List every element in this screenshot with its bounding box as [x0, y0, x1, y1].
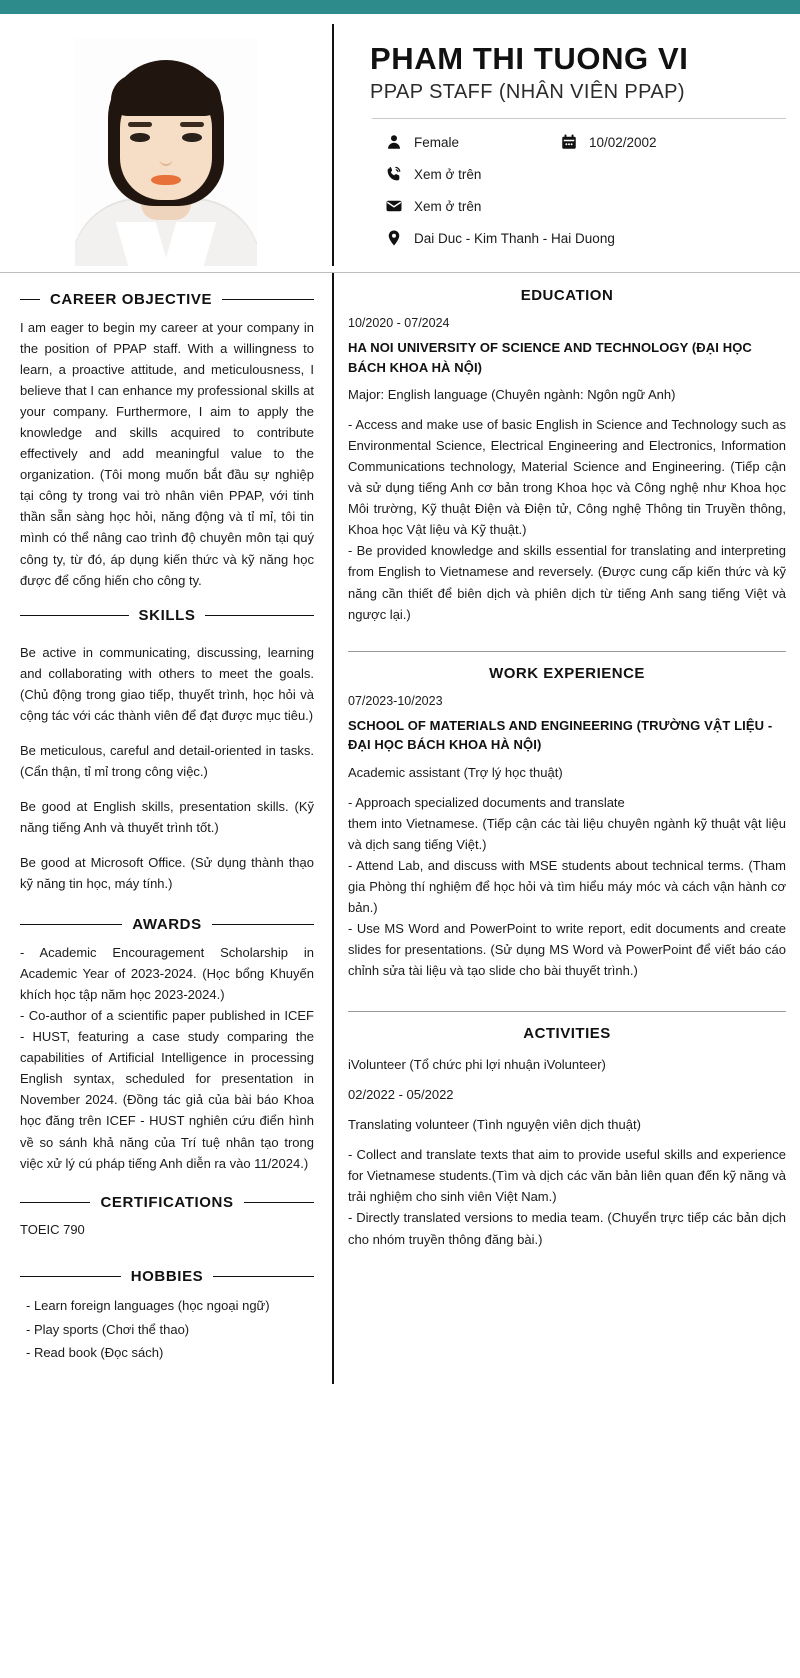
header-divider	[372, 118, 786, 119]
section-header-career-objective	[20, 291, 314, 308]
left-column	[0, 273, 332, 1384]
work-bullet: them into Vietnamese. (Tiếp cận các tài liệu chuyên ngành kỹ thuật vật liệu và dịch sang tiếng Việt.)	[348, 815, 786, 852]
section-title-activities: ACTIVITIES	[523, 1025, 611, 1043]
section-header-skills	[20, 607, 314, 624]
hobby-item: - Play sports (Chơi thể thao)	[26, 1321, 190, 1337]
contact-address-label: Dai Duc - Kim Thanh - Hai Duong	[414, 230, 615, 246]
calendar-icon	[559, 133, 578, 152]
section-education	[348, 273, 786, 625]
hobby-item: - Learn foreign languages (học ngoại ngữ)	[26, 1298, 270, 1314]
section-work-experience	[348, 651, 786, 982]
section-title-awards: AWARDS	[132, 916, 202, 934]
skill-item: Be meticulous, careful and detail-oriented in tasks. (Cẩn thận, tỉ mỉ trong công việc.)	[20, 742, 314, 779]
section-title-work-experience: WORK EXPERIENCE	[489, 664, 645, 682]
education-institution: HA NOI UNIVERSITY OF SCIENCE AND TECHNOLOGY (ĐẠI HỌC BÁCH KHOA HÀ NỘI)	[348, 340, 752, 375]
job-title: PPAP STAFF (NHÂN VIÊN PPAP)	[370, 80, 685, 103]
skill-item: Be good at English skills, presentation skills. (Kỹ năng tiếng Anh và thuyết trình tốt.)	[20, 798, 314, 835]
right-column	[332, 273, 800, 1384]
header-details	[332, 24, 800, 266]
activity-bullets	[348, 1144, 786, 1249]
contact-birthdate-label: 10/02/2002	[589, 134, 657, 150]
work-role: Academic assistant (Trợ lý học thuật)	[348, 764, 563, 780]
section-header-hobbies	[20, 1268, 314, 1285]
activity-date: 02/2022 - 05/2022	[348, 1087, 454, 1103]
phone-icon	[384, 165, 403, 184]
section-activities	[348, 1011, 786, 1249]
activity-bullet: - Directly translated versions to media team. (Chuyển trực tiếp các bản dịch cho nhóm truyền thông đăng bài.)	[348, 1210, 786, 1247]
work-bullet: - Attend Lab, and discuss with MSE students about technical terms. (Tham gia Phòng thí nghiệm để học hỏi và tìm hiểu máy móc và cách vận hành cơ bản.)	[348, 857, 786, 915]
section-title-career-objective: CAREER OBJECTIVE	[50, 291, 213, 308]
section-title-education: EDUCATION	[520, 287, 614, 304]
contact-gender-label: Female	[414, 134, 460, 150]
certification-item: TOEIC 790	[20, 1221, 85, 1237]
work-bullets	[348, 792, 786, 981]
cv-header	[0, 14, 800, 266]
work-date: 07/2023-10/2023	[348, 693, 443, 708]
accent-top-bar	[0, 0, 800, 14]
contact-email[interactable]	[384, 197, 792, 216]
activity-bullet: - Collect and translate texts that aim to provide useful skills and experience for Vietnamese students.(Tìm và dịch các văn bản liên quan đến kỹ năng và trải nghiệm cho sinh viên Việt Nam.)	[348, 1147, 786, 1205]
work-bullet: - Use MS Word and PowerPoint to write report, edit documents and create slides for presentations. (Sử dụng MS Word và PowerPoint để viết báo cáo chỉnh sửa tài liệu và tạo slide cho bài thuyết trình.)	[348, 921, 786, 979]
education-bullet: - Access and make use of basic English in Science and Technology such as Environmental Science, Electrical Engineering and Electronics, Information Communications technology, Material Science and Engineering. (Tiếp cận và sử dụng tiếng Anh cơ bản trong Khoa học và Công nghệ như Khoa học Môi trường, Kỹ thuật Điện và Điện tử, Công nghệ Thông tin Truyền thông, Khoa học Vật liệu và Kỹ thuật.)	[348, 417, 786, 538]
award-item: - Academic Encouragement Scholarship in Academic Year of 2023-2024. (Học bổng Khuyến khích học tập năm học 2023-2024.)	[20, 945, 314, 1003]
location-icon	[384, 229, 403, 248]
skill-item: Be active in communicating, discussing, learning and collaborating with others to meet the goals. (Chủ động trong giao tiếp, thuyết trình, học hỏi và cộng tác với các thành viên để đạt được mục tiêu.)	[20, 644, 314, 723]
education-bullets	[348, 414, 786, 624]
activity-organization: iVolunteer (Tổ chức phi lợi nhuận iVolunteer)	[348, 1057, 606, 1073]
contact-phone-label: Xem ở trên	[414, 166, 482, 182]
hobbies-list	[20, 1294, 314, 1363]
page-title: PHAM THI TUONG VI	[370, 41, 689, 76]
education-major: Major: English language (Chuyên ngành: Ngôn ngữ Anh)	[348, 387, 676, 402]
section-title-hobbies: HOBBIES	[130, 1268, 204, 1286]
education-bullet: - Be provided knowledge and skills essential for translating and interpreting from English to Vietnamese and reversely. (Được cung cấp kiến thức và kỹ năng cần thiết để biên dịch và phiên dịch từ tiếng Anh sang tiếng Việt và ngược lại.)	[348, 543, 786, 622]
mail-icon	[384, 197, 403, 216]
education-date: 10/2020 - 07/2024	[348, 316, 450, 330]
work-bullet: - Approach specialized documents and translate	[348, 794, 625, 810]
person-icon	[384, 133, 403, 152]
activity-role: Translating volunteer (Tình nguyện viên dịch thuật)	[348, 1117, 641, 1133]
contact-birthdate	[559, 133, 792, 152]
photo-column	[0, 24, 332, 266]
section-title-skills: SKILLS	[138, 606, 196, 624]
career-objective-text: I am eager to begin my career at your company in the position of PPAP staff. With a willingness to learn, a proactive attitude, and meticulousness, I believe that I can enhance my professional skills at your company. Furthermore, I aim to apply the knowledge and skills acquired to contribute effectively and add meaningful value to the organization. (Tôi mong muốn bắt đầu sự nghiệp tại công ty trong vai trò nhân viên PPAP, với tinh thần sẵn sàng học hỏi, năng động và tỉ mỉ, tôi tin mình có thể nâng cao trình độ chuyên môn tại quý công ty, từ đó, áp dụng kiến thức và kỹ năng học được để cống hiến cho công ty.	[20, 320, 314, 588]
section-header-certifications	[20, 1194, 314, 1211]
contact-list	[370, 133, 792, 248]
contact-phone[interactable]	[384, 165, 792, 184]
cv-body	[0, 272, 800, 1384]
work-organization: SCHOOL OF MATERIALS AND ENGINEERING (TRƯỜNG VẬT LIỆU - ĐẠI HỌC BÁCH KHOA HÀ NỘI)	[348, 717, 773, 753]
skill-item: Be good at Microsoft Office. (Sử dụng thành thạo kỹ năng tin học, máy tính.)	[20, 854, 314, 892]
section-title-certifications: CERTIFICATIONS	[100, 1193, 234, 1211]
contact-address	[384, 229, 792, 248]
award-item: - Co-author of a scientific paper published in ICEF - HUST, featuring a case study comparing the capabilities of Artificial Intelligence in processing English syntax, scheduled for presentation in November 2024. (Đồng tác giả của bài báo Khoa học đăng trên ICEF - HUST nghiên cứu điển hình về so sánh khả năng của Trí tuệ nhân tạo trong việc xử lý cú pháp tiếng Anh diễn ra vào 11/2024.)	[20, 1008, 314, 1171]
profile-photo	[75, 38, 257, 266]
hobby-item: - Read book (Đọc sách)	[26, 1344, 164, 1360]
section-header-awards	[20, 916, 314, 933]
contact-email-label: Xem ở trên	[414, 198, 482, 214]
contact-gender	[384, 133, 559, 152]
